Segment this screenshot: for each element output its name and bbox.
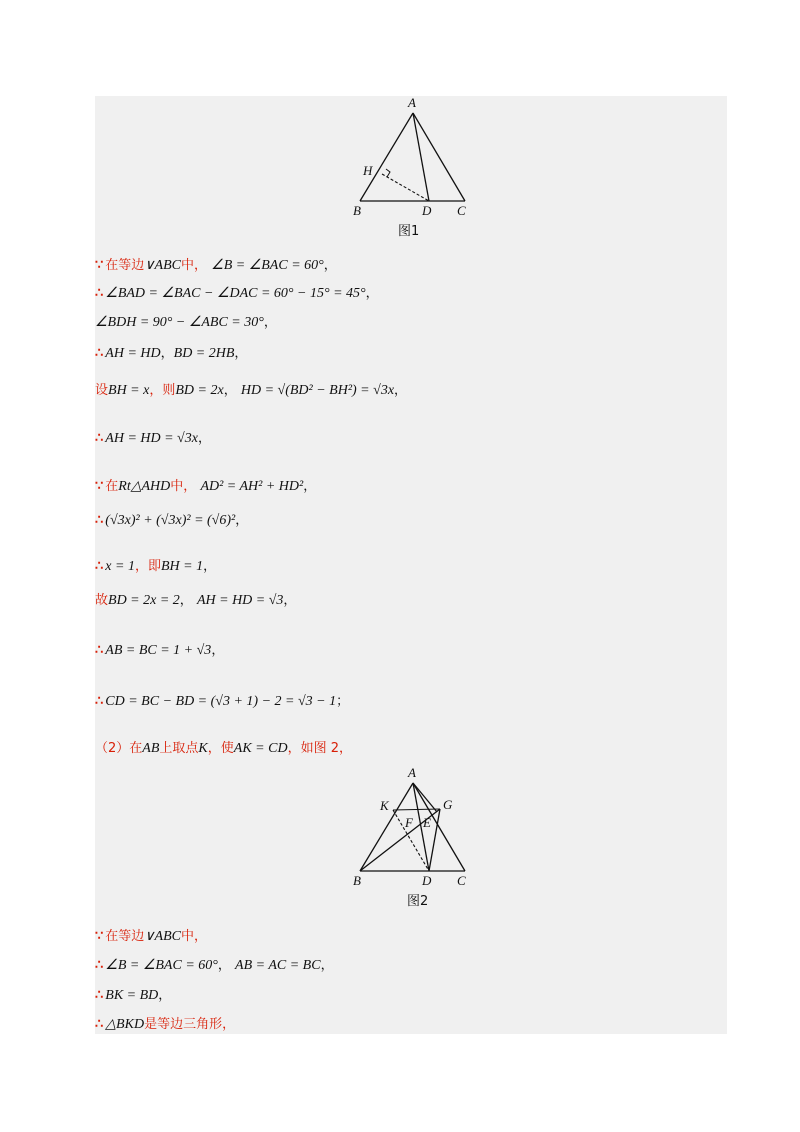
line-17: ∴ △BKD是等边三角形， (95, 1017, 236, 1032)
line-8: ∴ (√3x)² + (√3x)² = (√6)²， (95, 513, 249, 528)
fig2-label-b: B (353, 873, 361, 888)
fig2-label-e: E (423, 815, 431, 830)
fig2-label-c: C (457, 873, 466, 888)
line-15: ∴ ∠B = ∠BAC = 60°， AB = AC = BC， (95, 958, 334, 973)
figure-1 (345, 95, 475, 220)
fig2-label-d: D (422, 873, 432, 888)
line-16: ∴ BK = BD， (95, 988, 172, 1003)
line-10: 故BD = 2x = 2， AH = HD = √3， (95, 593, 297, 608)
line-6: ∴ AH = HD = √3x， (95, 431, 211, 446)
line-3: ∠BDH = 90° − ∠ABC = 30°， (95, 315, 277, 330)
line-2: ∴ ∠BAD = ∠BAC − ∠DAC = 60° − 15° = 45°， (95, 286, 379, 301)
line-11: ∴ AB = BC = 1 + √3， (95, 643, 225, 658)
fig1-label-c: C (457, 203, 466, 218)
fig1-label-b: B (353, 203, 361, 218)
figure-1-caption: 图1 (398, 224, 420, 239)
line-5: 设BH = x，则BD = 2x， HD = √(BD² − BH²) = √3x， (95, 383, 408, 398)
line-12: ∴ CD = BC − BD = (√3 + 1) − 2 = √3 − 1； (95, 694, 350, 709)
fig2-label-f: F (405, 815, 413, 830)
line-4: ∴ AH = HD，BD = 2HB， (95, 346, 248, 361)
line-13: （2）在AB上取点K，使AK = CD，如图 2， (95, 741, 352, 756)
fig2-label-k: K (380, 798, 389, 813)
fig1-label-h: H (363, 163, 373, 178)
line-7: ∵ 在Rt△AHD中， AD² = AH² + HD²， (95, 479, 317, 494)
figure-2-diagram (345, 765, 475, 890)
line-1: ∵ 在等边∨ABC中， ∠B = ∠BAC = 60°， (95, 258, 337, 273)
fig1-label-a: A (408, 95, 416, 110)
line-14: ∵ 在等边∨ABC中， (95, 929, 208, 944)
figure-1-diagram (345, 95, 475, 220)
figure-2 (345, 765, 475, 890)
fig2-label-a: A (408, 765, 416, 780)
figure-2-caption: 图2 (407, 894, 429, 909)
fig1-label-d: D (422, 203, 432, 218)
line-9: ∴ x = 1，即BH = 1， (95, 559, 217, 574)
fig2-label-g: G (443, 797, 453, 812)
